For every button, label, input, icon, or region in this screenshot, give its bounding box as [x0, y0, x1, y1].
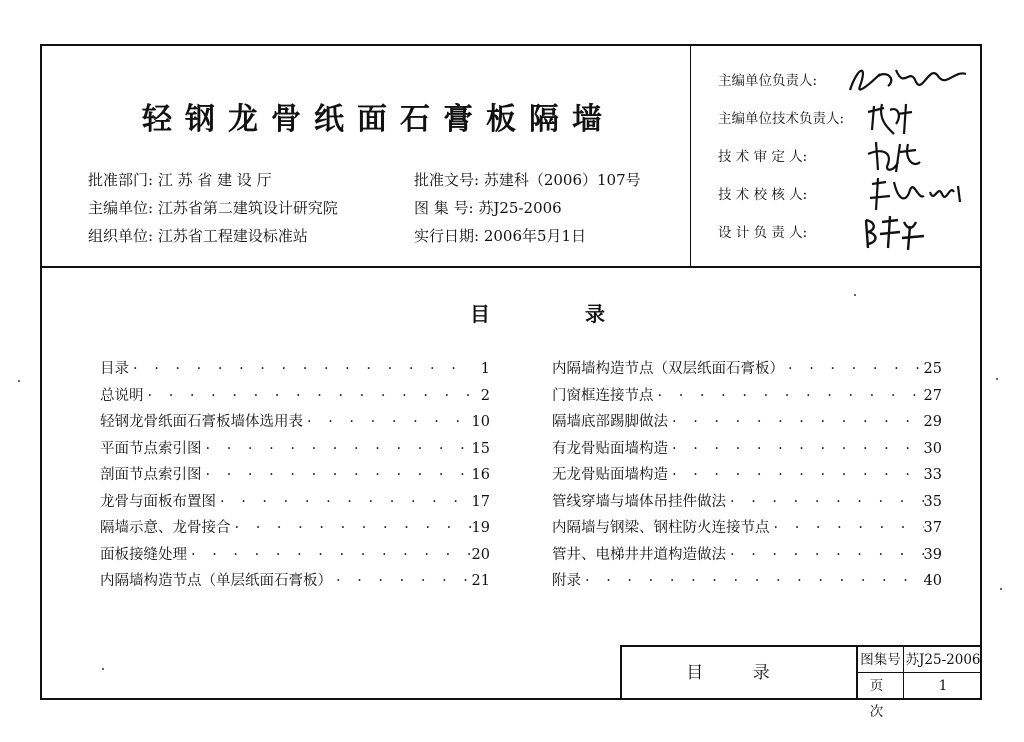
toc-entry: [552, 542, 942, 569]
toc-entry: [100, 515, 490, 542]
page-label: 页 次: [858, 673, 904, 699]
editor-row: [88, 194, 338, 222]
toc-entry-title: 无龙骨贴面墙构造: [552, 467, 668, 483]
toc-entry-title: 管井、电梯井井道构造做法: [552, 546, 726, 563]
toc-leader-dots: [668, 462, 924, 489]
toc-entry-title: 隔墙底部踢脚做法: [552, 414, 668, 430]
title-block: [620, 645, 982, 720]
toc-entry-page: 40: [923, 573, 942, 589]
toc-entry: [100, 489, 490, 516]
toc-entry-title: 内隔墙构造节点（单层纸面石膏板）: [100, 573, 332, 589]
toc-entry-page: 21: [471, 573, 490, 589]
toc-entry: [552, 356, 942, 383]
toc-entry-title: 平面节点索引图: [100, 440, 202, 457]
approval-number-value: 苏建科（2006）107号: [483, 171, 641, 189]
toc-entry-page: 2: [480, 387, 490, 404]
toc-title: 目 录: [470, 302, 649, 326]
approval-number-row: [414, 166, 641, 194]
effective-date-label: 实行日期:: [414, 227, 480, 245]
effective-date-row: [414, 222, 641, 250]
toc-entry: [100, 383, 490, 410]
scan-speck: [1000, 588, 1002, 590]
responsible-label: 主编单位技术负责人:: [718, 111, 845, 127]
responsible-label: 主编单位负责人:: [718, 73, 818, 89]
toc-entry-title: 面板接缝处理: [100, 546, 187, 563]
responsible-row: [718, 214, 844, 252]
toc-entry: [552, 462, 942, 489]
toc-entry: [100, 568, 490, 595]
toc-entry-page: 19: [471, 520, 490, 536]
toc-leader-dots: [303, 409, 472, 436]
toc-entry-page: 30: [923, 440, 942, 457]
toc-entry: [552, 515, 942, 542]
toc-entry: [100, 356, 490, 383]
header-divider: [42, 266, 980, 268]
toc-entry: [100, 409, 490, 436]
responsible-label: 设 计 负 责 人:: [718, 225, 808, 241]
approval-value: 江 苏 省 建 设 厅: [157, 171, 272, 189]
toc-column-left: [100, 356, 490, 595]
toc-entry-page: 27: [923, 387, 942, 404]
document-info: [414, 166, 641, 250]
approval-row: [88, 166, 338, 194]
responsible-label: 技 术 审 定 人:: [718, 149, 808, 165]
toc-entry-page: 16: [471, 467, 490, 483]
toc-entry-page: 33: [923, 467, 942, 483]
toc-leader-dots: [784, 356, 924, 383]
toc-entry-page: 10: [471, 414, 490, 430]
toc-entry-title: 轻钢龙骨纸面石膏板墙体选用表: [100, 414, 303, 430]
atlas-number-value: 苏J25-2006: [904, 647, 982, 673]
scan-speck: [102, 668, 104, 670]
toc-entry: [100, 436, 490, 463]
toc-leader-dots: [129, 356, 472, 383]
toc-entry: [552, 409, 942, 436]
toc-entry: [552, 383, 942, 410]
toc-entry-title: 内隔墙与钢梁、钢柱防火连接节点: [552, 520, 770, 536]
toc-leader-dots: [668, 409, 924, 436]
page-number: 1: [938, 678, 948, 694]
toc-leader-dots: [202, 462, 472, 489]
toc-column-right: [552, 356, 942, 595]
toc-entry-title: 剖面节点索引图: [100, 467, 202, 483]
responsible-row: [718, 100, 844, 138]
toc-leader-dots: [231, 515, 472, 542]
responsible-row: [718, 62, 844, 100]
atlas-number-value: 苏J25-2006: [478, 199, 562, 217]
approval-label: 批准部门:: [88, 171, 154, 189]
toc-leader-dots: [654, 383, 924, 410]
toc-entry-page: 17: [471, 493, 490, 510]
toc-leader-dots: [581, 568, 924, 595]
sheet-name: 目 录: [622, 647, 858, 700]
header-divider-vertical: [690, 46, 691, 266]
toc-entry-title: 门窗框连接节点: [552, 387, 654, 404]
toc-entry: [552, 489, 942, 516]
toc-entry-page: 35: [923, 493, 942, 510]
toc-entry: [100, 542, 490, 569]
toc-entry: [552, 568, 942, 595]
toc-leader-dots: [770, 515, 924, 542]
scan-speck: [854, 294, 856, 296]
toc-entry-title: 附录: [552, 573, 581, 589]
toc-entry-page: 29: [923, 414, 942, 430]
organizer-value: 江苏省工程建设标准站: [157, 227, 308, 245]
scan-speck: [996, 378, 998, 380]
effective-date-value: 2006年5月1日: [483, 227, 587, 245]
organizer-label: 组织单位:: [88, 227, 154, 245]
toc-entry-title: 内隔墙构造节点（双层纸面石膏板）: [552, 361, 784, 377]
document-title: 轻钢龙骨纸面石膏板隔墙: [142, 102, 615, 137]
toc-entry-title: 总说明: [100, 387, 144, 404]
approval-info: [88, 166, 338, 250]
toc-leader-dots: [726, 542, 924, 569]
toc-entry-title: 有龙骨贴面墙构造: [552, 440, 668, 457]
toc-leader-dots: [668, 436, 924, 463]
atlas-number-row: [414, 194, 641, 222]
toc-entry-title: 管线穿墙与墙体吊挂件做法: [552, 493, 726, 510]
toc-entry-page: 25: [923, 361, 942, 377]
toc-leader-dots: [187, 542, 472, 569]
toc-leader-dots: [332, 568, 472, 595]
responsible-row: [718, 176, 844, 214]
drawing-frame: [40, 44, 982, 720]
toc-entry-title: 龙骨与面板布置图: [100, 493, 216, 510]
toc-entry-page: 15: [471, 440, 490, 457]
toc-entry-page: 37: [923, 520, 942, 536]
responsible-row: [718, 138, 844, 176]
editor-value: 江苏省第二建筑设计研究院: [157, 199, 338, 217]
atlas-number-label: 图集号: [858, 647, 904, 673]
toc-entry-page: 20: [471, 546, 490, 563]
toc-leader-dots: [216, 489, 472, 516]
toc-leader-dots: [726, 489, 924, 516]
approval-number-label: 批准文号:: [414, 171, 480, 189]
toc-entry-title: 目录: [100, 361, 129, 377]
atlas-number-label: 图 集 号:: [414, 199, 474, 217]
toc-entry: [552, 436, 942, 463]
scan-speck: [18, 380, 20, 382]
toc-entry-page: 1: [480, 361, 490, 377]
toc-leader-dots: [144, 383, 473, 410]
organizer-row: [88, 222, 338, 250]
responsible-persons: [718, 62, 844, 252]
toc-entry-title: 隔墙示意、龙骨接合: [100, 520, 231, 536]
toc-entry-page: 39: [923, 546, 942, 563]
editor-label: 主编单位:: [88, 199, 154, 217]
signature: [838, 208, 978, 254]
toc-leader-dots: [202, 436, 472, 463]
responsible-label: 技 术 校 核 人:: [718, 187, 808, 203]
toc-entry: [100, 462, 490, 489]
title-block-grid: [858, 647, 982, 720]
